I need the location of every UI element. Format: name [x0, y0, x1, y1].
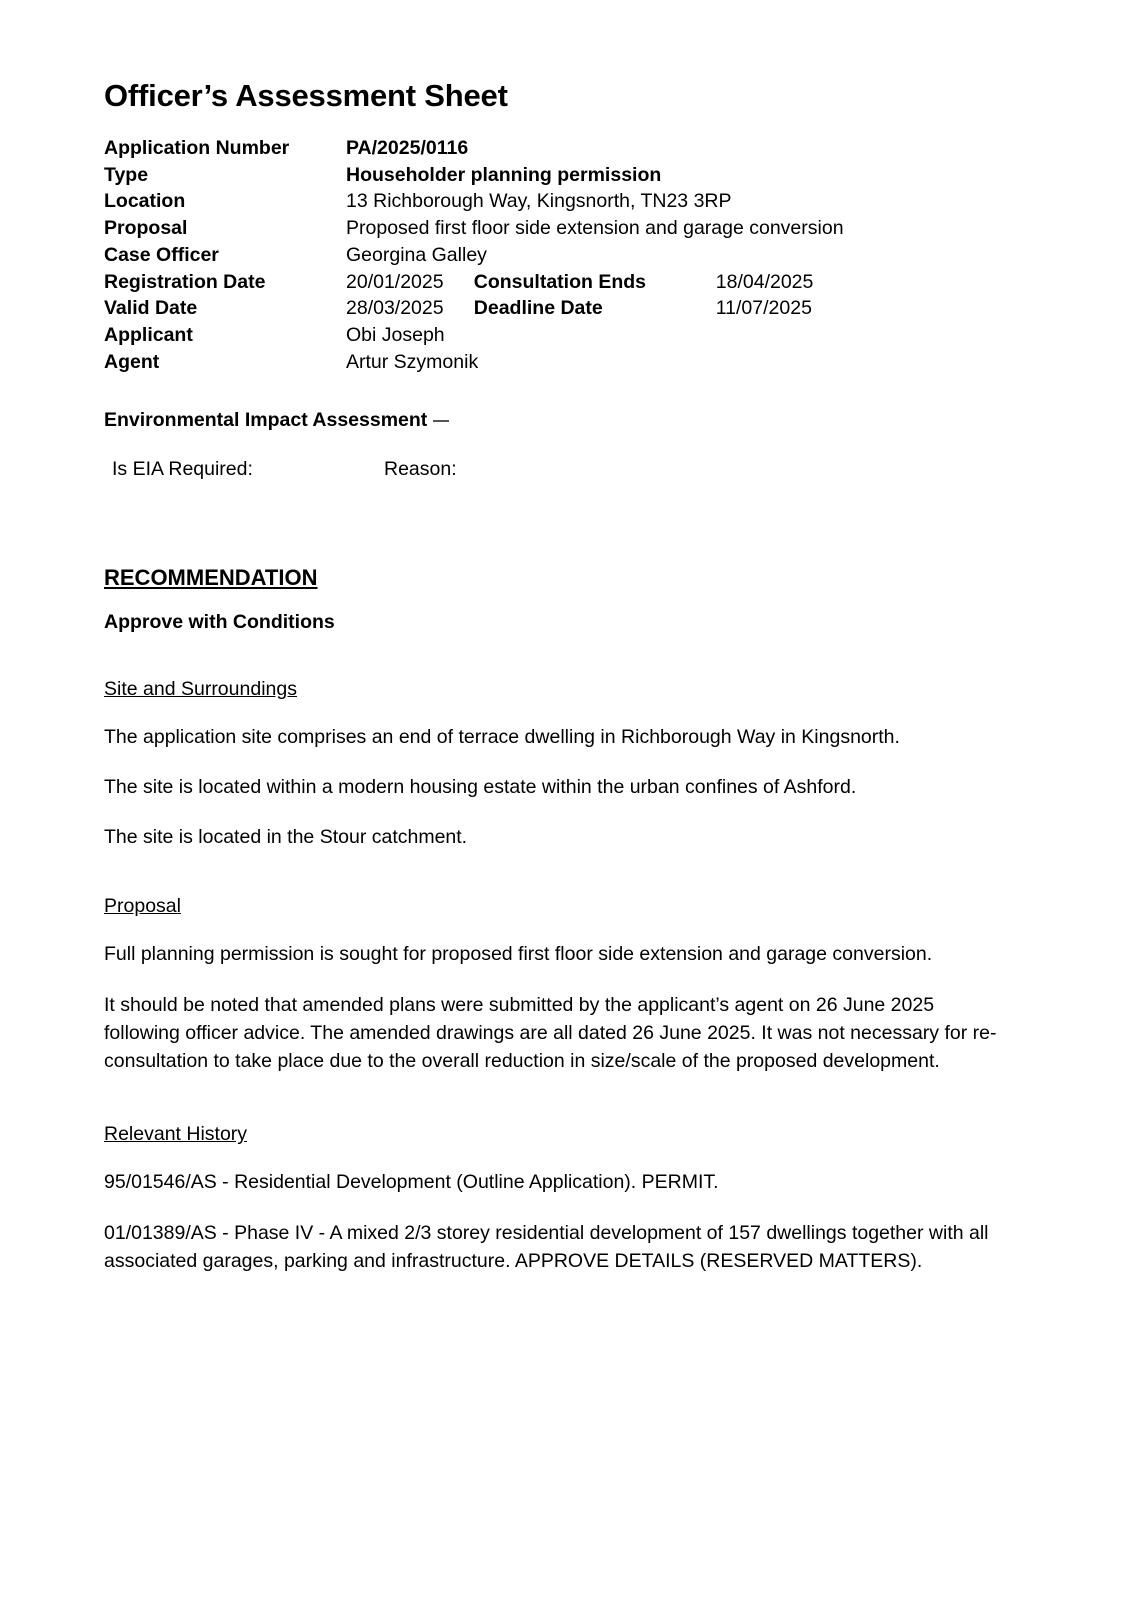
- eia-required-label: Is EIA Required:: [112, 457, 253, 480]
- detail-value-secondary: 18/04/2025: [715, 270, 814, 293]
- eia-heading-label: Environmental Impact Assessment: [104, 408, 428, 431]
- detail-label-secondary: Consultation Ends: [473, 270, 647, 293]
- paragraph: 01/01389/AS - Phase IV - A mixed 2/3 storey residential development of 157 dwellings together with all associated garages, parking and infrastructure. APPROVE DETAILS (RESERVED MATTERS).: [104, 1221, 989, 1272]
- detail-label-secondary: Deadline Date: [473, 297, 603, 320]
- table-row: [104, 270, 844, 297]
- detail-value: Proposed first floor side extension and garage conversion: [346, 217, 844, 240]
- table-row: [104, 189, 844, 216]
- recommendation-value: Approve with Conditions: [104, 610, 335, 633]
- recommendation-heading: RECOMMENDATION: [104, 564, 318, 590]
- section-heading: Site and Surroundings: [104, 677, 297, 700]
- detail-value: 13 Richborough Way, Kingsnorth, TN23 3RP: [346, 190, 732, 213]
- section-site-and-surroundings: [104, 678, 1028, 852]
- eia-heading: [104, 409, 449, 432]
- table-row: [104, 163, 844, 190]
- table-row: [104, 136, 844, 163]
- detail-label: Registration Date: [104, 270, 266, 293]
- detail-value: PA/2025/0116: [346, 137, 469, 159]
- paragraph: It should be noted that amended plans were submitted by the applicant’s agent on 26 June 2025 following officer advice. The amended drawings are all dated 26 June 2025. It was not necessary for re-consultation to take place due to the overall reduction in size/scale of the proposed development.: [104, 993, 997, 1073]
- section-heading: Relevant History: [104, 1123, 248, 1146]
- detail-value: 28/03/2025: [346, 297, 444, 320]
- section-proposal: [104, 895, 1028, 1075]
- page-title: Officer’s Assessment Sheet: [104, 78, 508, 113]
- paragraph: The site is located in the Stour catchment.: [104, 826, 468, 849]
- paragraph: The site is located within a modern housing estate within the urban confines of Ashford.: [104, 775, 857, 798]
- table-row: [104, 350, 844, 377]
- detail-label: Applicant: [104, 324, 193, 347]
- detail-value-secondary: 11/07/2025: [715, 297, 812, 320]
- paragraph: The application site comprises an end of terrace dwelling in Richborough Way in Kingsnorth.: [104, 725, 900, 748]
- detail-value: Obi Joseph: [346, 324, 445, 347]
- section-heading: Proposal: [104, 895, 181, 918]
- section-relevant-history: [104, 1123, 1028, 1275]
- detail-value: Householder planning permission: [346, 163, 662, 186]
- table-row: [104, 323, 844, 350]
- table-row: [104, 216, 844, 243]
- eia-row: [112, 458, 1028, 481]
- detail-label: Case Officer: [104, 243, 219, 266]
- paragraph: Full planning permission is sought for proposed first floor side extension and garage conversion.: [104, 943, 933, 966]
- detail-value: Georgina Galley: [346, 243, 487, 266]
- detail-label: Application Number: [104, 137, 290, 159]
- detail-value: Artur Szymonik: [346, 350, 479, 373]
- application-details-table: [104, 136, 844, 377]
- detail-value: 20/01/2025: [346, 270, 444, 293]
- strikethrough-mark: [433, 420, 449, 422]
- detail-label: Type: [104, 163, 149, 186]
- eia-reason-label: Reason:: [384, 457, 457, 480]
- detail-label: Agent: [104, 350, 160, 373]
- detail-label: Location: [104, 190, 186, 213]
- detail-label: Proposal: [104, 217, 188, 240]
- paragraph: 95/01546/AS - Residential Development (Outline Application). PERMIT.: [104, 1171, 719, 1194]
- table-row: [104, 243, 844, 270]
- table-row: [104, 296, 844, 323]
- detail-label: Valid Date: [104, 297, 198, 320]
